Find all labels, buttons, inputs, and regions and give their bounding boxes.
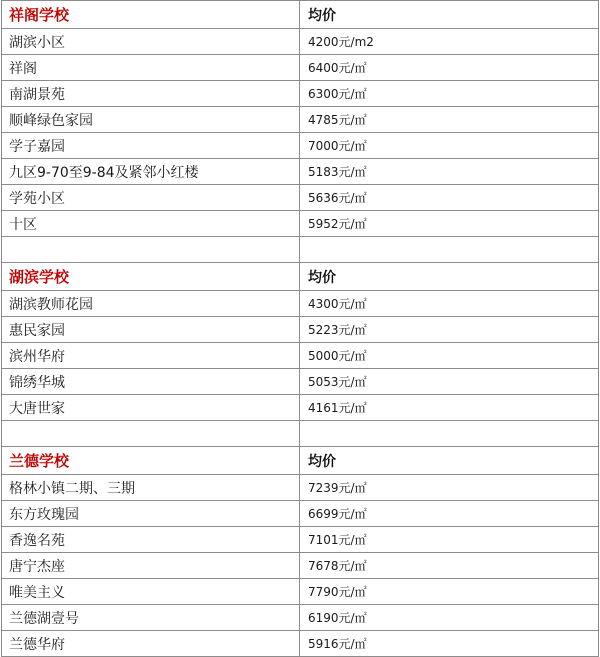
community-name: 十区 <box>2 211 300 237</box>
table-row <box>2 185 599 211</box>
average-price: 4300元/㎡ <box>300 291 599 317</box>
school-district-price-table <box>1 0 599 657</box>
average-price: 6699元/㎡ <box>300 501 599 527</box>
average-price: 6300元/㎡ <box>300 81 599 107</box>
average-price: 5916元/㎡ <box>300 631 599 657</box>
community-name: 东方玫瑰园 <box>2 501 300 527</box>
empty-cell <box>300 237 599 263</box>
community-name: 兰德华府 <box>2 631 300 657</box>
table-row <box>2 159 599 185</box>
table-row <box>2 395 599 421</box>
table-row <box>2 133 599 159</box>
average-price: 7790元/㎡ <box>300 579 599 605</box>
school-name: 祥阁学校 <box>2 1 300 29</box>
average-price: 7239元/㎡ <box>300 475 599 501</box>
average-price: 4161元/㎡ <box>300 395 599 421</box>
community-name: 九区9-70至9-84及紧邻小红楼 <box>2 159 300 185</box>
community-name: 湖滨小区 <box>2 29 300 55</box>
community-name: 唐宁杰座 <box>2 553 300 579</box>
average-price: 5952元/㎡ <box>300 211 599 237</box>
table-row <box>2 475 599 501</box>
community-name: 学子嘉园 <box>2 133 300 159</box>
average-price: 7101元/㎡ <box>300 527 599 553</box>
table-row <box>2 343 599 369</box>
average-price: 7000元/㎡ <box>300 133 599 159</box>
average-price: 4200元/m2 <box>300 29 599 55</box>
table-row <box>2 211 599 237</box>
average-price: 5223元/㎡ <box>300 317 599 343</box>
price-column-header: 均价 <box>300 447 599 475</box>
empty-cell <box>300 421 599 447</box>
table-row <box>2 579 599 605</box>
table-row <box>2 81 599 107</box>
community-name: 学苑小区 <box>2 185 300 211</box>
community-name: 唯美主义 <box>2 579 300 605</box>
table-row <box>2 55 599 81</box>
spacer-row <box>2 421 599 447</box>
average-price: 6190元/㎡ <box>300 605 599 631</box>
community-name: 锦绣华城 <box>2 369 300 395</box>
price-column-header: 均价 <box>300 1 599 29</box>
section-header-row <box>2 1 599 29</box>
empty-cell <box>2 237 300 263</box>
table-row <box>2 29 599 55</box>
average-price: 6400元/㎡ <box>300 55 599 81</box>
price-column-header: 均价 <box>300 263 599 291</box>
table-row <box>2 605 599 631</box>
community-name: 香逸名苑 <box>2 527 300 553</box>
section-header-row <box>2 263 599 291</box>
average-price: 5000元/㎡ <box>300 343 599 369</box>
average-price: 7678元/㎡ <box>300 553 599 579</box>
table-row <box>2 501 599 527</box>
table-row <box>2 107 599 133</box>
table-row <box>2 291 599 317</box>
table-row <box>2 317 599 343</box>
community-name: 大唐世家 <box>2 395 300 421</box>
table-row <box>2 527 599 553</box>
table-row <box>2 631 599 657</box>
table-row <box>2 553 599 579</box>
average-price: 5053元/㎡ <box>300 369 599 395</box>
empty-cell <box>2 421 300 447</box>
school-name: 湖滨学校 <box>2 263 300 291</box>
spacer-row <box>2 237 599 263</box>
table-row <box>2 369 599 395</box>
community-name: 惠民家园 <box>2 317 300 343</box>
community-name: 南湖景苑 <box>2 81 300 107</box>
community-name: 顺峰绿色家园 <box>2 107 300 133</box>
section-header-row <box>2 447 599 475</box>
average-price: 5183元/㎡ <box>300 159 599 185</box>
community-name: 滨州华府 <box>2 343 300 369</box>
community-name: 格林小镇二期、三期 <box>2 475 300 501</box>
average-price: 4785元/㎡ <box>300 107 599 133</box>
community-name: 兰德湖壹号 <box>2 605 300 631</box>
table-body <box>2 1 599 657</box>
community-name: 湖滨教师花园 <box>2 291 300 317</box>
school-name: 兰德学校 <box>2 447 300 475</box>
community-name: 祥阁 <box>2 55 300 81</box>
average-price: 5636元/㎡ <box>300 185 599 211</box>
